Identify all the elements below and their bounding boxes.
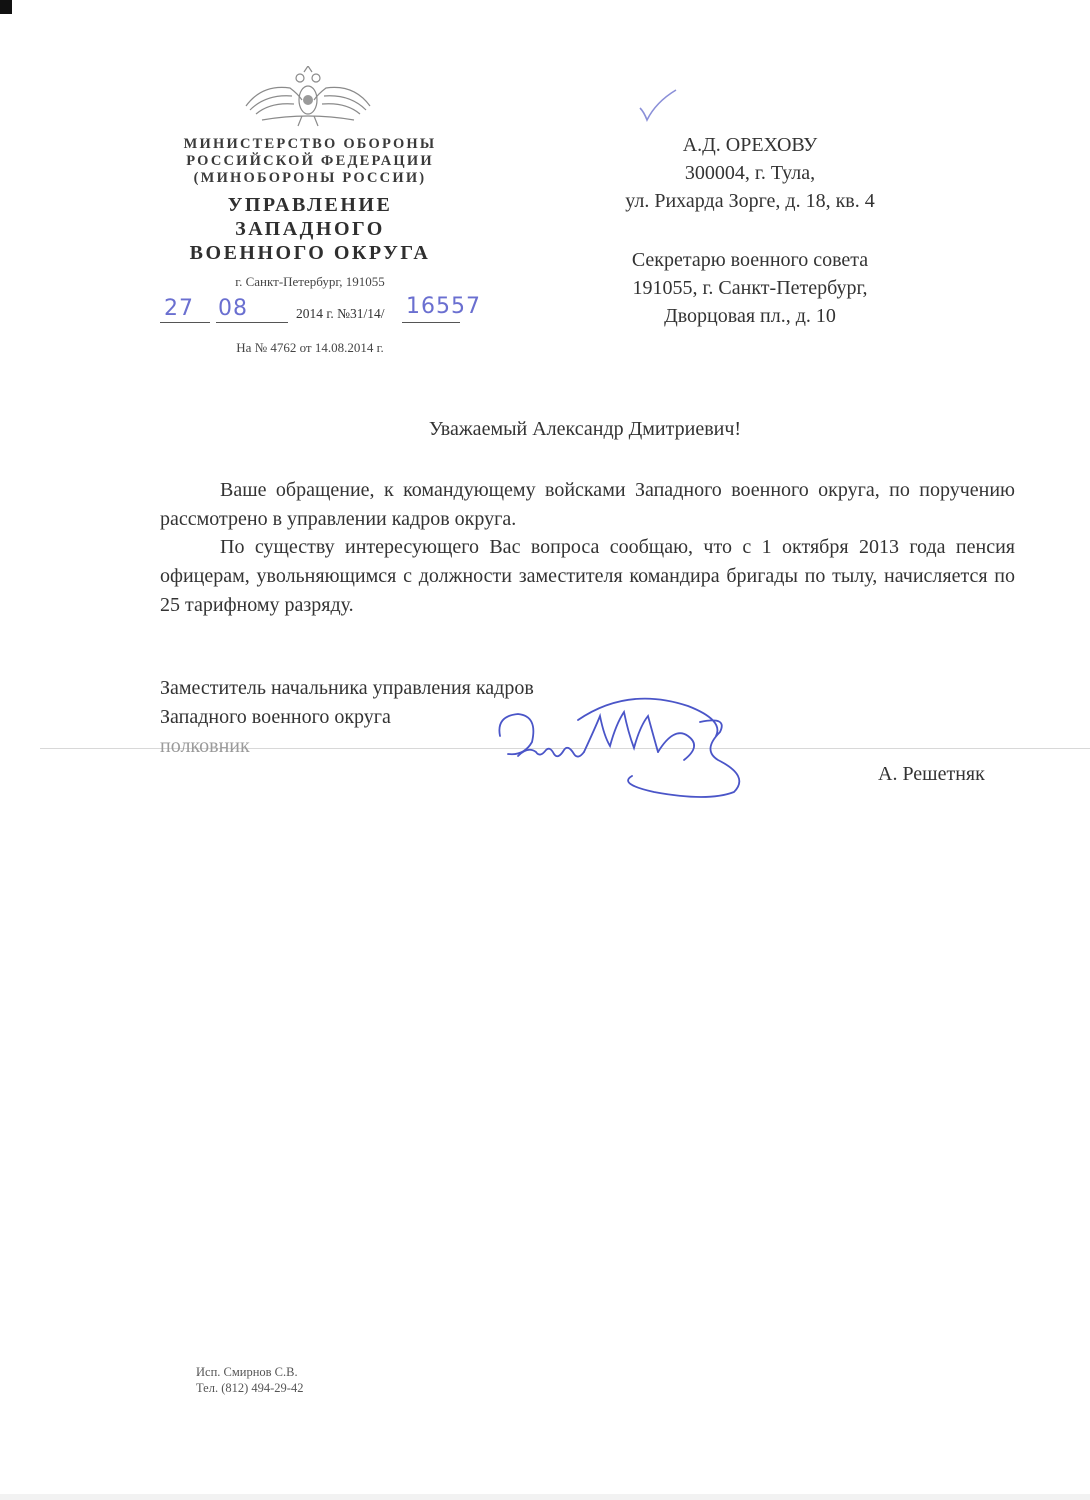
scan-edge-mark [0,0,12,14]
copy-to-title: Секретарю военного совета [631,249,869,271]
reg-handwritten-number: 16557 [406,294,481,319]
reg-day-underline [160,322,210,323]
sender-city: г. Санкт-Петербург, 191055 [235,274,385,289]
signer-rank: полковник [160,735,250,757]
paragraph-1: Ваше обращение, к командующему войсками Западного военного округа, по поручению рассмотрено в управлении кадров округа. [160,479,1015,530]
reference-line: На № 4762 от 14.08.2014 г. [236,340,384,355]
paragraph-2: По существу интересующего Вас вопроса сообщаю, что с 1 октября 2013 года пенсия офицерам, увольняющимся с должности заместителя командира бригады по тылу, начисляется по 25 тарифному разряду. [160,536,1015,616]
ministry-line-2: РОССИЙСКОЙ ФЕДЕРАЦИИ [186,153,434,169]
copy-to-address-line-1: 191055, г. Санкт-Петербург, [632,277,868,299]
copy-to-address-line-2: Дворцовая пл., д. 10 [664,305,836,327]
signer-position-line-1: Заместитель начальника управления кадров [160,677,534,699]
reg-month-handwritten: 08 [218,296,248,321]
department-line-1: УПРАВЛЕНИЕ [227,194,393,216]
executor-phone: Тел. (812) 494-29-42 [196,1381,304,1395]
reg-day-handwritten: 27 [164,296,194,321]
salutation: Уважаемый Александр Дмитриевич! [428,418,742,440]
check-mark-icon [638,88,678,122]
ministry-line-1: МИНИСТЕРСТВО ОБОРОНЫ [183,136,437,152]
scan-bottom-edge [0,1494,1090,1500]
recipient-address-line-1: 300004, г. Тула, [684,162,816,184]
ministry-line-3: (МИНОБОРОНЫ РОССИИ) [193,170,427,186]
department-line-2: ЗАПАДНОГО [235,218,385,240]
recipient-address-line-2: ул. Рихарда Зорге, д. 18, кв. 4 [625,190,875,212]
reg-number-underline [402,322,460,323]
handwritten-signature [488,676,758,804]
reg-year-number: 2014 г. №31/14/ [296,306,385,321]
department-line-3: ВОЕННОГО ОКРУГА [189,242,431,264]
executor-note: Исп. Смирнов С.В. [196,1365,298,1379]
recipient-name: А.Д. ОРЕХОВУ [682,134,818,156]
signer-name: А. Решетняк [878,763,985,785]
reg-month-underline [216,322,288,323]
signer-position-line-2: Западного военного округа [160,706,391,728]
registration-line [160,294,520,326]
double-headed-eagle-emblem-icon [242,66,374,128]
